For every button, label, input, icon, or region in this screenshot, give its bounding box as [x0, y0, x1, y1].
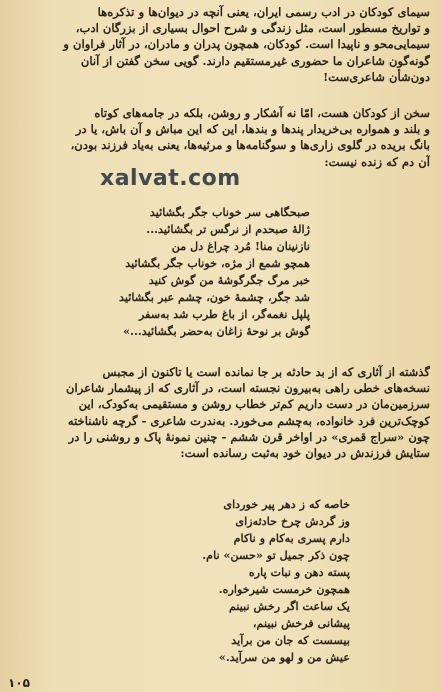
- text-line: آن دم که زنده نیست:: [324, 154, 430, 169]
- verse-line: پیشانی فرخش نبینم،: [252, 616, 350, 630]
- paragraph-2: [10, 105, 430, 170]
- text-line: و بلند و همواره بی‌خریدار پندها و بندها، این که این مباش و آن باش، یا در: [75, 122, 430, 137]
- text-line: گونه‌گون شاعران ما حضوری غیرمستقیم دارند. گویی سخن گفتن از آنان: [80, 53, 430, 68]
- verse-line: وز گردش چرخ حادثه‌زای: [235, 514, 350, 528]
- text-line: سیمای کودکان در ادب رسمی ایران، یعنی آنچه در دیوان‌ها و تذکره‌ها: [97, 5, 430, 19]
- verse-line: صبحگاهی سر خوناب جگر بگشائید: [149, 205, 310, 219]
- text-line: سرزمین‌مان در دست داریم کم‌تر خطاب روشن و مستقیمی به‌کودک، این: [78, 397, 430, 412]
- verse-line: بیسست که جان من برآید: [231, 633, 350, 647]
- paragraph-1: [10, 4, 430, 85]
- text-line: و تواریخ مسطور است، مثل زندگی و شرح احوال بسیاری از بزرگان ادب،: [75, 21, 430, 36]
- verse-line: پلپل نغمه‌گر، از باغ طرب شد به‌سفر: [138, 307, 310, 321]
- page-number: ۱۰۵: [8, 676, 30, 690]
- text-line: دون‌شأن شاعری‌ست!: [323, 69, 430, 84]
- text-line: سیمایی‌محو و ناپیدا است. کودکان، همچون پدران و مادران، در آثار فراوان و: [63, 37, 430, 52]
- verse-line: شد جگر، چشمهٔ خون، چشم عبر بگشائید: [119, 290, 310, 304]
- text-line: گذشته از آثاری که از بد حادثه بر جا نمانده است یا تاکنون از مجبس: [102, 365, 430, 379]
- verse-line: همچون خرمست شیرخواره.: [218, 582, 350, 596]
- verse-line: گوش بر نوحهٔ زاغان به‌حضر بگشائید...»: [123, 324, 310, 338]
- verse-line: خبر مرگ جگر‌گوشهٔ من گوش کنید: [148, 273, 310, 287]
- verse-line: خاصه که ز دهر پیر خوردای: [223, 497, 350, 511]
- paragraph-3: [10, 364, 430, 461]
- text-line: سخن از کودکان هست، امّا نه آشکار و روشن، بلکه در جامه‌های کوتاه: [94, 106, 430, 120]
- text-line: ستایش فرزندش در دیوان خود به‌ثبت رسانده است:: [180, 446, 430, 461]
- verse-line: چون ذکر جمیل تو «حسن» نام.: [202, 548, 350, 562]
- verse-line: عیش من و لهو من سرآید.»: [218, 650, 350, 664]
- site-watermark: xalvat.com: [100, 166, 241, 191]
- text-line: بانگ بریده در گلوی زاری‌ها و سوگنامه‌ها و مرثیه‌ها، یعنی به‌یاد فرزند بودن،: [70, 138, 430, 153]
- text-line: چون «سراج قمری» در اواخر قرن ششم - چنین نمونهٔ پاک و روشنی را در: [68, 429, 430, 444]
- poem-1: [80, 204, 310, 340]
- text-line: کوچک‌ترین فرد خانواده، به‌چشم می‌خورد. به‌ندرت شاعری - گرچه ناشناخته: [67, 413, 430, 428]
- verse-line: دارم پسری به‌کام و ناکام: [233, 531, 350, 545]
- verse-line: نازنینان منا! مُرد چراغ دل من: [171, 239, 310, 253]
- verse-line: همچو شمع از مژه، خوناب جگر بگشائید: [125, 256, 310, 270]
- text-line: نسخه‌های خطی راهی به‌بیرون نجسته است، در آثاری که از پیشمار شاعران: [65, 381, 430, 396]
- verse-line: پسته دهن و نبات پاره: [248, 565, 350, 579]
- verse-line: یک ساعت اگر رخش نبینم: [228, 599, 350, 613]
- verse-line: ژالهٔ صبحدم از نرگس تر بگشائید...: [146, 222, 310, 236]
- poem-2: [120, 496, 350, 666]
